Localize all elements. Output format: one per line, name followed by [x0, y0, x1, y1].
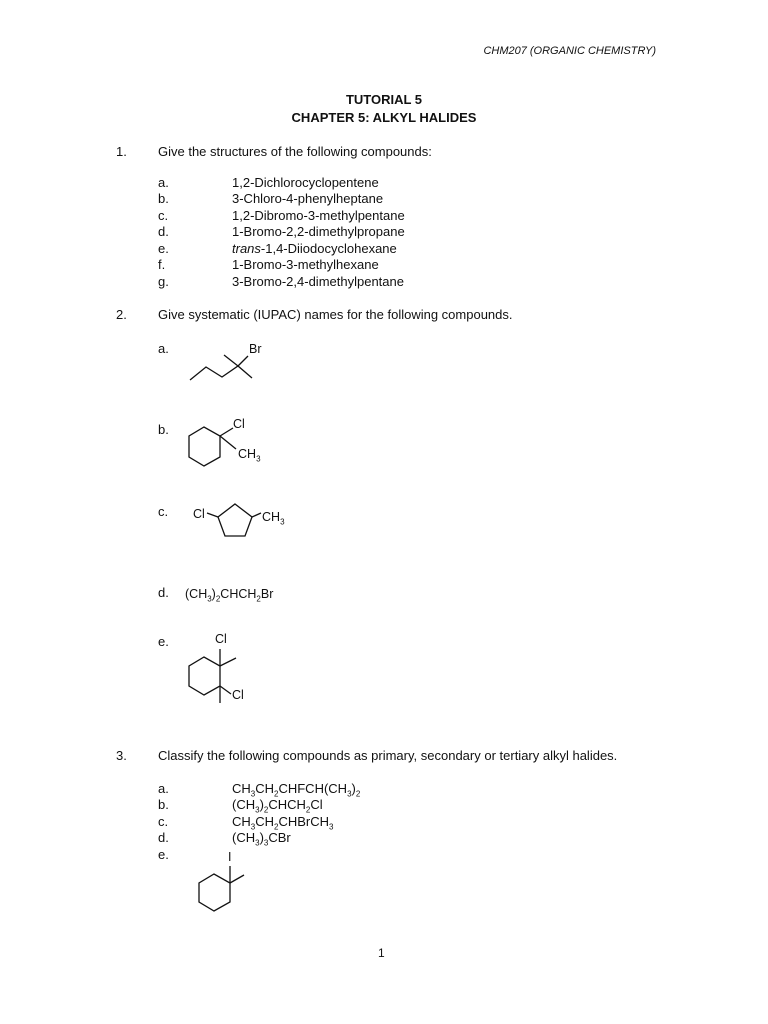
q1-item-text: 1-Bromo-3-methylhexane: [232, 257, 379, 272]
q3e-letter: e.: [158, 847, 169, 862]
q1-item-letter: e.: [158, 241, 169, 256]
q1-item-letter: b.: [158, 191, 169, 206]
q2b-chlorine-label: Cl: [233, 417, 245, 431]
question-1-number: 1.: [116, 144, 127, 159]
q1-item-letter: d.: [158, 224, 169, 239]
q2b-methyl-label: $CH_3$: [238, 447, 261, 464]
q3d-letter: d.: [158, 830, 169, 845]
question-1-text: Give the structures of the following compounds:: [158, 144, 432, 159]
q1-item-letter: f.: [158, 257, 166, 272]
chapter-title: CHAPTER 5: ALKYL HALIDES: [291, 110, 477, 125]
q2e-chlorine-bottom-label: Cl: [232, 688, 244, 702]
q1-item-text: 3-Bromo-2,4-dimethylpentane: [232, 274, 404, 289]
tutorial-title: TUTORIAL 5: [345, 92, 423, 107]
q1-item-text: 3-Chloro-4-phenylheptane: [232, 191, 384, 206]
course-header: CHM207 (ORGANIC CHEMISTRY): [483, 45, 656, 57]
q3c-letter: c.: [158, 814, 169, 829]
q3c-formula: $CH_3CH_2CHBrCH_3$: [232, 814, 334, 832]
q2c-letter: c.: [158, 504, 169, 519]
q1-item-text: 1-Bromo-2,2-dimethylpropane: [232, 224, 405, 239]
q1-item-letter: g.: [158, 274, 169, 289]
page-number: 1: [378, 946, 385, 960]
q2c-methyl-label: $CH_3$: [262, 510, 285, 527]
q2b-letter: b.: [158, 422, 169, 437]
q2a-bromine-label: Br: [249, 342, 262, 356]
q3a-formula: $CH_3CH_2CHFCH(CH_3)_2$: [232, 781, 361, 799]
question-3-number: 3.: [116, 748, 127, 763]
q3d-formula: $(CH_3)_3CBr$: [232, 830, 291, 848]
q3b-letter: b.: [158, 797, 169, 812]
trans-prefix: trans: [232, 241, 261, 256]
q2e-letter: e.: [158, 634, 169, 649]
q1-item-text: 1,2-Dibromo-3-methylpentane: [232, 208, 405, 223]
q1-item-letter: c.: [158, 208, 169, 223]
question-3-text: Classify the following compounds as primary, secondary or tertiary alkyl halides.: [158, 748, 618, 763]
q2c-chlorine-label: Cl: [193, 507, 205, 521]
q2a-letter: a.: [158, 341, 169, 356]
question-2-number: 2.: [116, 307, 127, 322]
q3e-iodine-label: I: [228, 850, 232, 864]
q1-item-letter: a.: [158, 175, 169, 190]
compound-name: -1,4-Diiodocyclohexane: [260, 241, 397, 256]
q3b-formula: $(CH_3)_2CHCH_2Cl$: [232, 797, 323, 815]
q2e-chlorine-top-label: Cl: [215, 632, 227, 646]
q2d-condensed-formula: $(CH_3)_2CHCH_2Br$: [185, 587, 274, 604]
q1-item-text: 1,2-Dichlorocyclopentene: [232, 175, 379, 190]
q2d-letter: d.: [158, 585, 169, 600]
question-2-text: Give systematic (IUPAC) names for the following compounds.: [158, 307, 513, 322]
q3a-letter: a.: [158, 781, 169, 796]
